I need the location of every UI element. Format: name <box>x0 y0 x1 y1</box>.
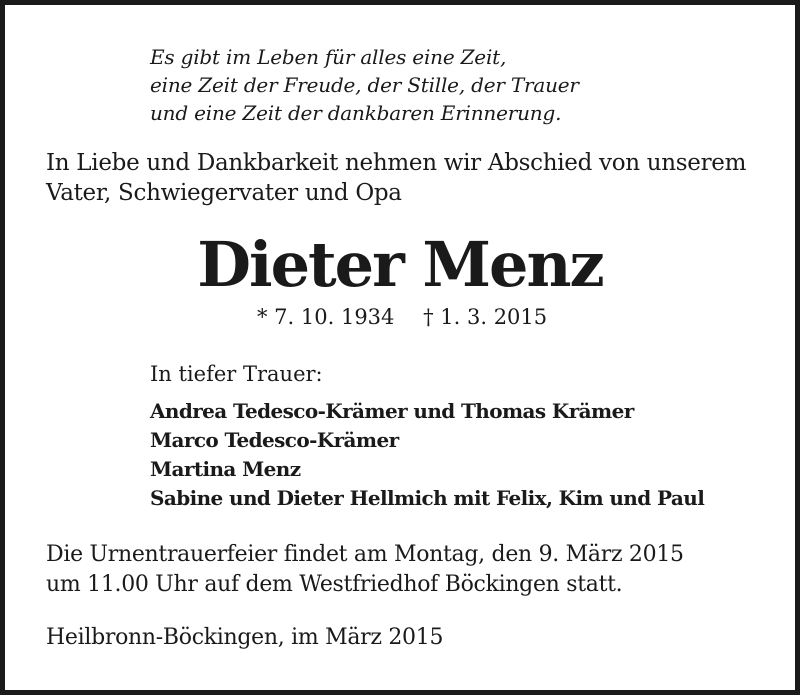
funeral-service-info <box>46 540 684 600</box>
service-line: Die Urnentrauerfeier findet am Montag, den 9. März 2015 <box>46 542 684 567</box>
place-and-date: Heilbronn-Böckingen, im März 2015 <box>46 625 444 650</box>
life-dates <box>257 303 547 331</box>
mourner-name: Sabine und Dieter Hellmich mit Felix, Kim und Paul <box>150 486 705 510</box>
birth-date: * 7. 10. 1934 <box>257 305 395 329</box>
poem-line: Es gibt im Leben für alles eine Zeit, <box>150 45 507 69</box>
poem-line: und eine Zeit der dankbaren Erinnerung. <box>150 101 562 125</box>
mourner-name: Andrea Tedesco-Krämer und Thomas Krämer <box>150 399 634 423</box>
intro-line: In Liebe und Dankbarkeit nehmen wir Abschied von unserem <box>46 150 747 176</box>
death-date: † 1. 3. 2015 <box>423 305 548 329</box>
mourner-name: Marco Tedesco-Krämer <box>150 428 399 452</box>
service-line: um 11.00 Uhr auf dem Westfriedhof Böckingen statt. <box>46 572 623 597</box>
mourner-name: Martina Menz <box>150 457 301 481</box>
poem-line: eine Zeit der Freude, der Stille, der Trauer <box>150 73 579 97</box>
mourners-list <box>150 397 704 513</box>
deceased-name: Dieter Menz <box>197 228 603 301</box>
poem <box>150 43 579 127</box>
mourners-label: In tiefer Trauer: <box>150 362 323 386</box>
intro-text <box>46 148 746 208</box>
intro-line: Vater, Schwiegervater und Opa <box>46 180 402 206</box>
